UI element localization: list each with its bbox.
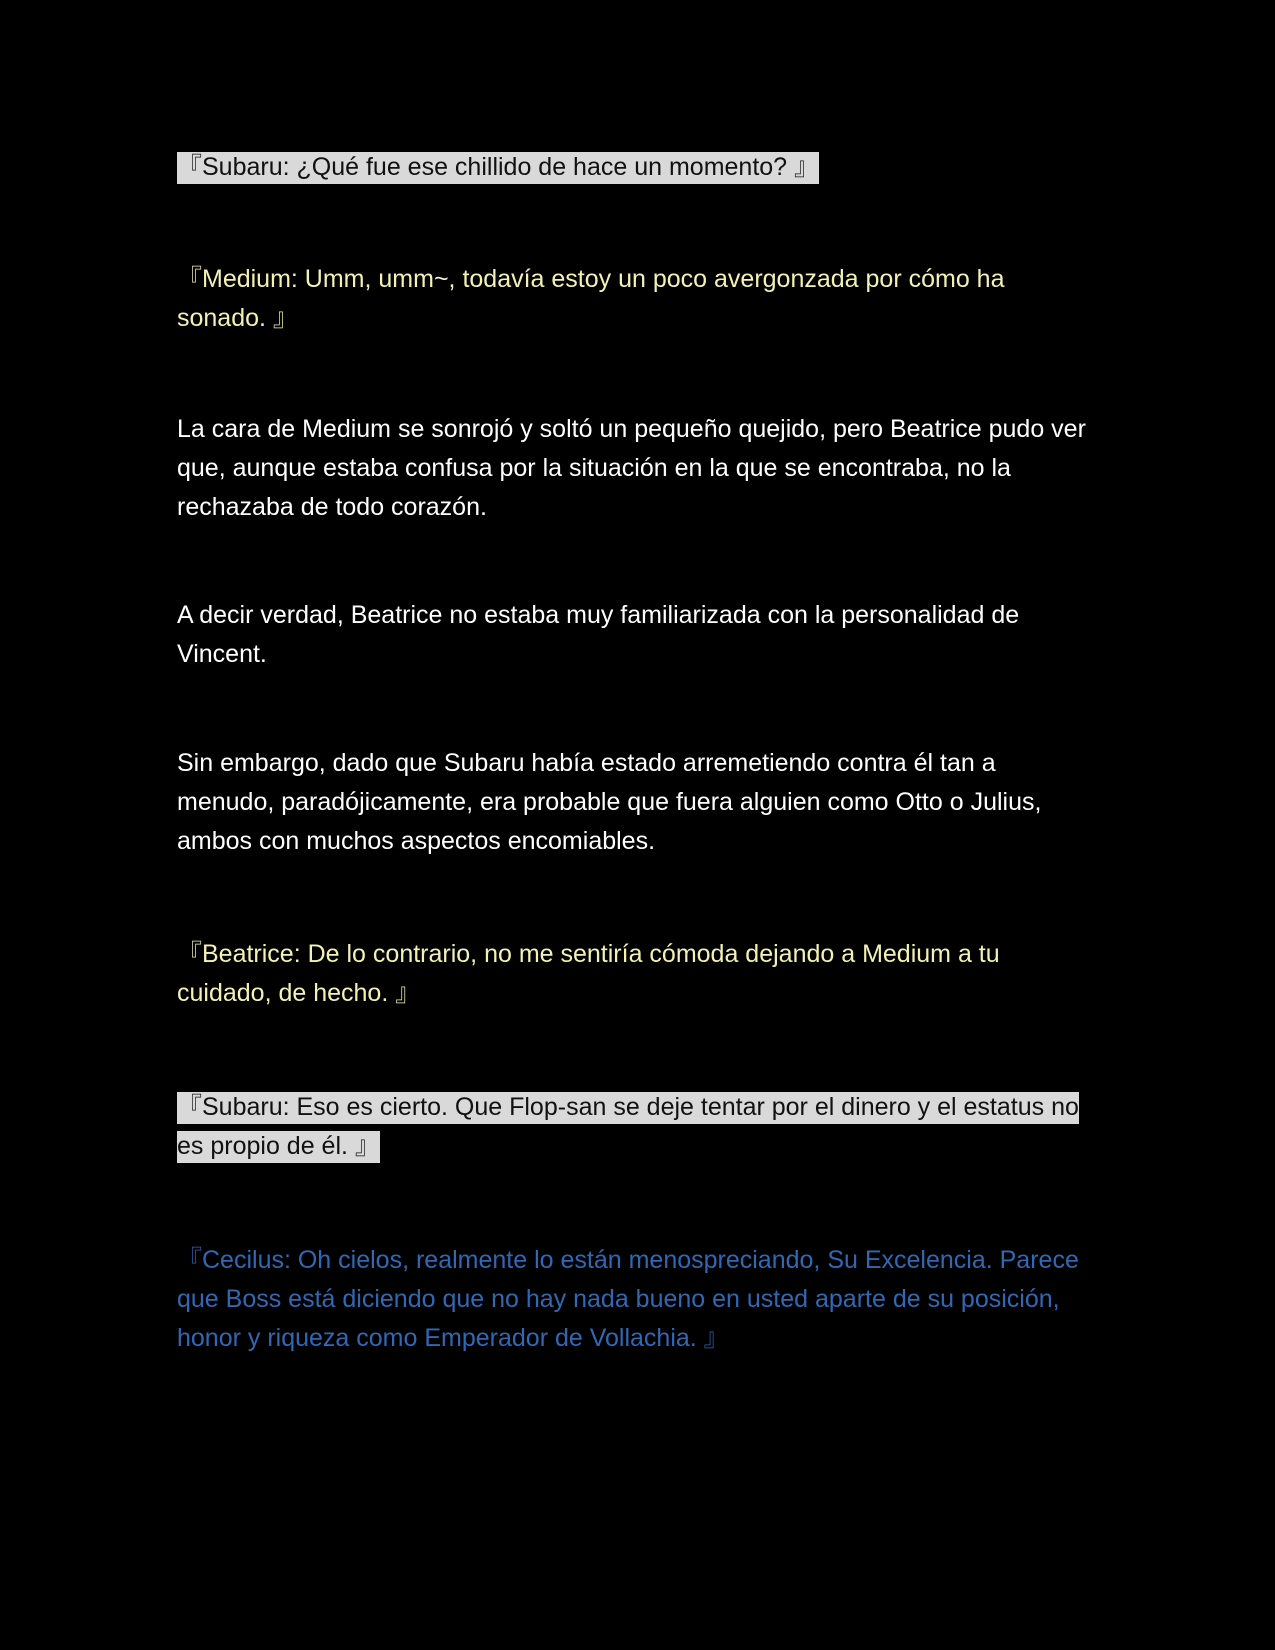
dialogue-cecilus: 『Cecilus: Oh cielos, realmente lo están menospreciando, Su Excelencia. Parece que Boss está diciendo que no hay nada bueno en usted aparte de su posición, honor y riqueza como Emperador de Vollachia. 』 (177, 1246, 1079, 1352)
dialogue-text: 『Subaru: ¿Qué fue ese chillido de hace un momento? 』 (177, 152, 819, 184)
dialogue-medium: 『Medium: Umm, umm~, todavía estoy un poco avergonzada por cómo ha sonado. 』 (177, 265, 1005, 332)
dialogue-text: 『Subaru: Eso es cierto. Que Flop-san se deje tentar por el dinero y el estatus no es propio de él. 』 (177, 1092, 1079, 1163)
narration-paragraph-2: A decir verdad, Beatrice no estaba muy familiarizada con la personalidad de Vincent. (177, 601, 1020, 668)
dialogue-subaru-2 (177, 1088, 1097, 1166)
dialogue-beatrice: 『Beatrice: De lo contrario, no me sentiría cómoda dejando a Medium a tu cuidado, de hecho. 』 (177, 940, 1000, 1007)
narration-paragraph-3: Sin embargo, dado que Subaru había estado arremetiendo contra él tan a menudo, paradójicamente, era probable que fuera alguien como Otto o Julius, ambos con muchos aspectos encomiables. (177, 749, 1042, 855)
narration-paragraph-1: La cara de Medium se sonrojó y soltó un pequeño quejido, pero Beatrice pudo ver que, aunque estaba confusa por la situación en la que se encontraba, no la rechazaba de todo corazón. (177, 415, 1086, 521)
dialogue-subaru-1 (177, 148, 819, 187)
